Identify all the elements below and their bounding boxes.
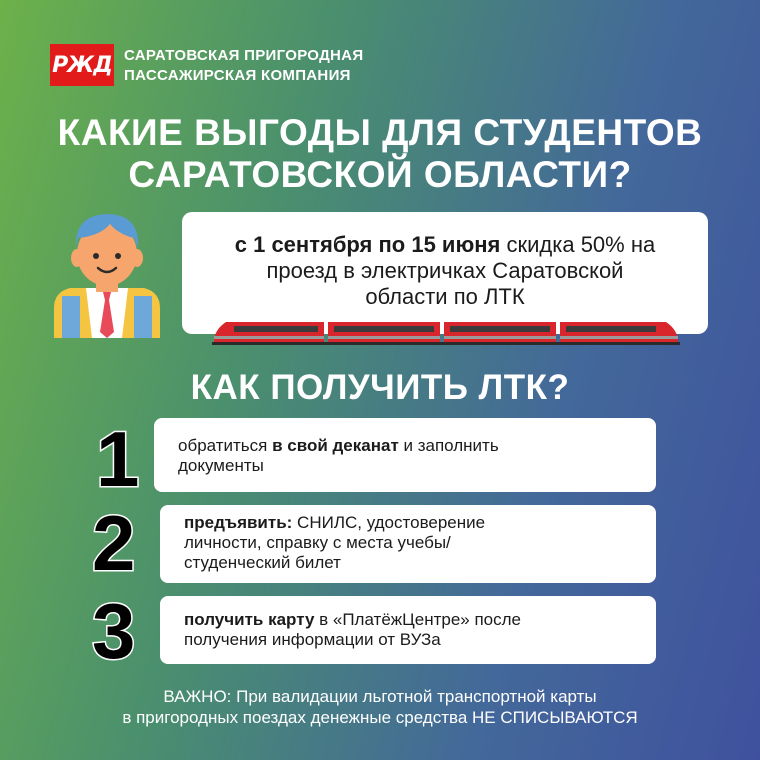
- step-text-2: [184, 513, 485, 573]
- note-line1: ВАЖНО: При валидации льготной транспортной карты: [163, 687, 597, 706]
- rzd-logo-text: РЖД: [52, 52, 112, 78]
- discount-line2: проезд в электричках Саратовской: [266, 258, 624, 283]
- step-text-1: [178, 436, 499, 476]
- step-card-2: [160, 505, 656, 583]
- step-number-3: 3: [92, 587, 136, 675]
- step-card-1: [154, 418, 656, 492]
- company-name-line2: ПАССАЖИРСКАЯ КОМПАНИЯ: [124, 67, 351, 84]
- step2-part-c: СНИЛС, удостоверение: [292, 513, 486, 532]
- discount-info-text: [182, 232, 708, 310]
- rzd-logo: [50, 44, 114, 86]
- step2-part-b: предъявить:: [184, 513, 293, 532]
- step2-line3: студенческий билет: [184, 553, 341, 572]
- step3-part-b: получить карту: [184, 610, 315, 629]
- discount-period: с 1 сентября по 15 июня: [234, 232, 501, 257]
- step1-part-c: и заполнить: [398, 436, 499, 455]
- discount-value: скидка 50% на: [500, 232, 656, 257]
- title-line2: САРАТОВСКОЙ ОБЛАСТИ?: [128, 154, 632, 195]
- step-number-2: 2: [92, 499, 136, 587]
- step1-part-b: в свой деканат: [272, 436, 399, 455]
- title-line1: КАКИЕ ВЫГОДЫ ДЛЯ СТУДЕНТОВ: [57, 112, 703, 153]
- step1-part-a: обратиться: [178, 436, 273, 455]
- step1-line2: документы: [178, 456, 264, 475]
- step3-line2: получения информации от ВУЗа: [184, 630, 441, 649]
- student-avatar-icon: [48, 208, 166, 338]
- step-number-1: 1: [96, 415, 140, 503]
- step3-part-c: в «ПлатёжЦентре» после: [314, 610, 521, 629]
- discount-line3: области по ЛТК: [365, 284, 525, 309]
- note-line2: в пригородных поездах денежные средства НЕ СПИСЫВАЮТСЯ: [122, 708, 638, 727]
- company-name-line1: САРАТОВСКАЯ ПРИГОРОДНАЯ: [124, 47, 364, 64]
- page-title: [0, 112, 760, 196]
- section-title: КАК ПОЛУЧИТЬ ЛТК?: [190, 368, 570, 407]
- step-card-3: [160, 596, 656, 664]
- train-icon: [212, 316, 680, 346]
- step2-line2: личности, справку с места учебы/: [184, 533, 451, 552]
- company-name: [124, 46, 363, 86]
- important-note: [0, 686, 760, 728]
- step-text-3: [184, 610, 521, 650]
